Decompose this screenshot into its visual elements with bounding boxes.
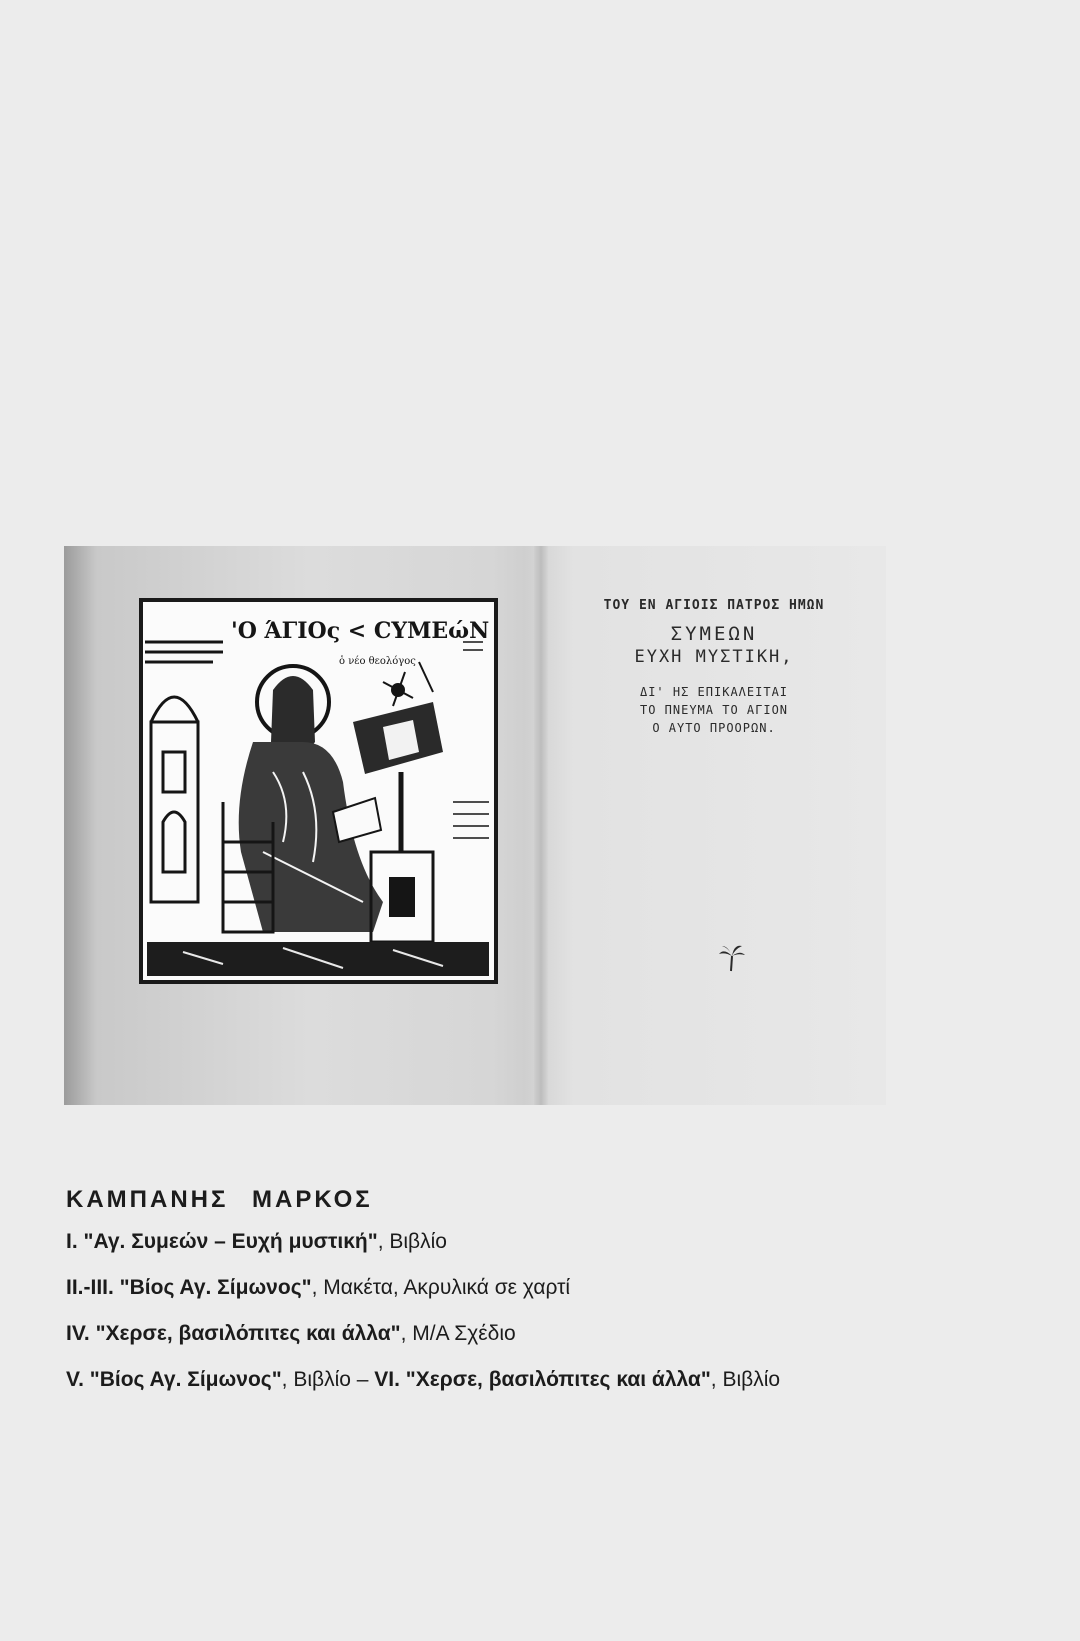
woodcut-sublabel: ὁ νέο θεολόγος [339, 656, 416, 667]
title-page [564, 586, 864, 786]
woodcut-illustration [143, 602, 494, 980]
caption-item-4 [66, 1368, 986, 1392]
catalog-caption [66, 1186, 986, 1414]
caption-item-3 [66, 1322, 986, 1346]
caption-item-title: IV. "Χερσε, βασιλόπιτες και άλλα" [66, 1322, 401, 1345]
book-spread-photo [64, 546, 886, 1105]
caption-item-title: I. "Αγ. Συμεών – Ευχή μυστική" [66, 1230, 378, 1253]
caption-item-medium: , Βιβλίο [377, 1230, 447, 1253]
caption-item-title-2: VI. "Χερσε, βασιλόπιτες και άλλα" [374, 1368, 711, 1391]
palm-ornament-icon [718, 944, 746, 972]
divine-rays [383, 662, 433, 706]
title-page-line-6: Ο ΑΥΤΟ ΠΡΟΟΡΩΝ. [652, 721, 776, 735]
title-page-line-2: ΣΥΜΕΩΝ [670, 623, 758, 645]
saint-symeon-woodcut [139, 598, 498, 984]
artist-name: ΚΑΜΠΑΝΗΣ ΜΑΡΚΟΣ [66, 1186, 373, 1213]
caption-item-medium: , Μακέτα, Ακρυλικά σε χαρτί [311, 1276, 571, 1299]
caption-item-2 [66, 1276, 986, 1300]
woodcut-label: 'O ΆΓΙΟς < CΥΜΕώΝ [231, 618, 490, 644]
book-spine [534, 546, 548, 1105]
caption-item-1 [66, 1230, 986, 1254]
caption-item-medium: , Μ/Α Σχέδιο [400, 1322, 516, 1345]
caption-item-medium: , Βιβλίο – [281, 1368, 375, 1391]
title-page-line-4: ΔΙ' ΗΣ ΕΠΙΚΑΛΕΙΤΑΙ [639, 685, 789, 699]
right-hatching [453, 642, 489, 838]
caption-item-title: V. "Βίος Αγ. Σίμωνος" [66, 1368, 282, 1391]
title-page-line-5: ΤΟ ΠΝΕΥΜΑ ΤΟ ΑΓΙΟΝ [639, 703, 789, 717]
title-page-line-1: ΤΟΥ ΕΝ ΑΓΙΟΙΣ ΠΑΤΡΟΣ ΗΜΩΝ [603, 598, 825, 613]
church-building [145, 642, 223, 902]
title-page-line-3: ΕΥΧΗ ΜΥΣΤΙΚΗ, [634, 647, 794, 667]
caption-item-medium-2: , Βιβλίο [710, 1368, 781, 1391]
caption-item-title: II.-III. "Βίος Αγ. Σίμωνος" [66, 1276, 312, 1299]
